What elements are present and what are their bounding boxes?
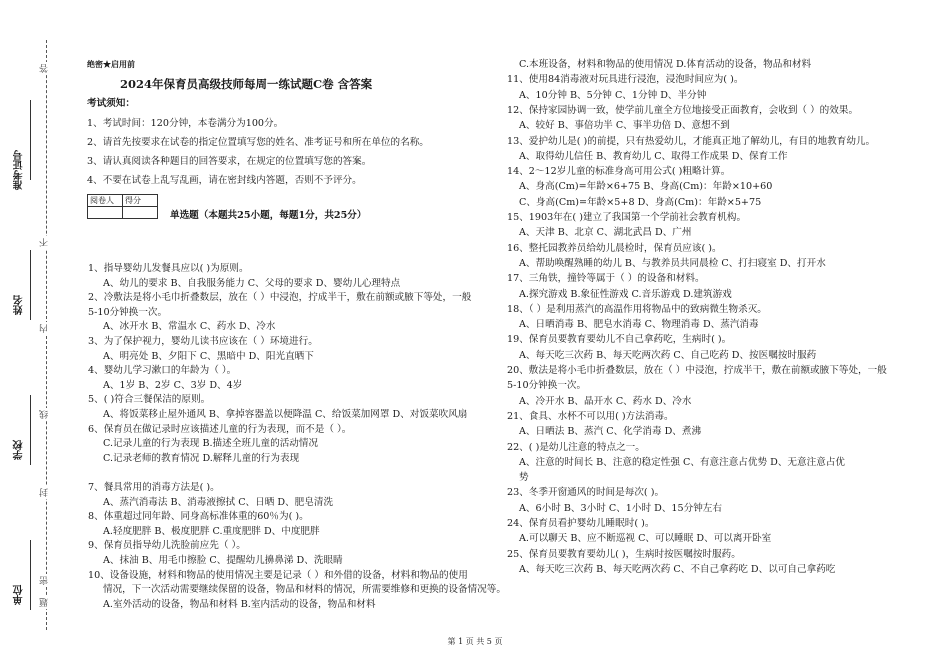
seal-char: 线 xyxy=(40,410,50,419)
question-line: A、蒸汽消毒法 B、消毒液擦拭 C、日晒 D、肥皂清洗 xyxy=(103,496,334,508)
question-line: 25、保育员要教育要幼儿( )，生病时按医嘱按时服药。 xyxy=(507,548,741,560)
question-line: 14、2～12岁儿童的标准身高可用公式( )粗略计算。 xyxy=(507,166,731,178)
question-line: A、帮助唤醒熟睡的幼儿 B、与教养员共同晨检 C、打扫寝室 D、打开水 xyxy=(519,257,826,269)
question-line: C.记录老师的教育情况 D.解释儿童的行为表现 xyxy=(103,452,300,464)
question-line: 11、使用84消毒液对玩具进行浸泡，浸泡时间应为( )。 xyxy=(507,74,744,86)
question-line: 13、爱护幼儿是( )的前提，只有热爱幼儿，才能真正地了解幼儿，有目的地教育幼儿。 xyxy=(507,135,876,147)
page-title: 2024年保育员高级技师每周一练试题C卷 含答案 xyxy=(120,77,373,91)
seal-char: 答 xyxy=(40,64,50,73)
question-line: 24、保育员看护婴幼儿睡眠时( )。 xyxy=(507,518,655,529)
grader-blank xyxy=(88,207,123,219)
question-line: 17、三角铁，撞铃等属于（ ）的设备和材料。 xyxy=(507,273,705,285)
question-line: A、将饭菜移止屋外通风 B、拿掉容器盖以便降温 C、给饭菜加网罩 D、对饭菜吹风扇 xyxy=(103,409,468,420)
unit-line xyxy=(30,540,31,610)
question-line: 20、敷法是将小毛巾折叠数层，放在（ ）中浸泡，拧成半干，敷在前额或腋下等处，一般 xyxy=(507,365,887,376)
question-line: A.可以聊天 B、应不断巡视 C、可以睡眠 D、可以离开卧室 xyxy=(519,533,772,545)
question-line: A、身高(Cm)=年龄×6+75 B、身高(Cm)：年龄×10+60 xyxy=(519,181,773,193)
question-line: A、日晒法 B、蒸汽 C、化学消毒 D、煮沸 xyxy=(519,426,702,438)
secret-label: 绝密★启用前 xyxy=(87,59,135,69)
question-line: A、天津 B、北京 C、湖北武昌 D、广州 xyxy=(519,227,692,239)
question-line: A、冰开水 B、常温水 C、药水 D、冷水 xyxy=(103,321,276,333)
seal-char: 内 xyxy=(40,324,50,333)
score-cell: 得分 xyxy=(123,195,158,207)
question-line: C.本班设备，材料和物品的使用情况 D.体育活动的设备，物品和材料 xyxy=(519,59,812,70)
question-line: 8、体重超过同年龄、同身高标准体重的60％为( )。 xyxy=(88,511,309,523)
notice-item: 4、不要在试卷上乱写乱画，请在密封线内答题，否则不予评分。 xyxy=(87,175,362,186)
section-heading: 单选题（本题共25小题，每题1分，共25分） xyxy=(170,210,367,221)
question-line: A、6小时 B、3小时 C、1小时 D、15分钟左右 xyxy=(519,502,722,514)
question-line: 7、餐具常用的消毒方法是( )。 xyxy=(88,482,220,493)
question-line: A、注意的时间长 B、注意的稳定性强 C、有意注意占优势 D、无意注意占优 xyxy=(519,456,845,468)
page-footer: 第 1 页 共 5 页 xyxy=(447,637,503,646)
question-line: A、幼儿的要求 B、自我服务能力 C、父母的要求 D、婴幼儿心理特点 xyxy=(103,277,401,289)
binding-margin xyxy=(0,0,62,671)
question-line: 15、1903年在( )建立了我国第一个学前社会教育机构。 xyxy=(507,212,747,223)
question-line: A、10分钟 B、5分钟 C、1分钟 D、半分钟 xyxy=(519,89,707,101)
exam-number-label: 准考证号 xyxy=(14,150,25,190)
school-line xyxy=(30,395,31,465)
name-label: 姓名 xyxy=(14,295,25,315)
question-line: 6、保育员在做记录时应该描述儿童的行为表现，而不是（ ）。 xyxy=(88,423,352,435)
score-blank xyxy=(123,207,158,219)
unit-label: 单位 xyxy=(14,585,25,605)
question-line: 18、（ ）是利用蒸汽的高温作用将物品中的致病微生物杀灭。 xyxy=(507,303,767,315)
question-line: 21、食具、水杯不可以用( )方法消毒。 xyxy=(507,410,674,422)
notice-item: 1、考试时间：120分钟，本卷满分为100分。 xyxy=(87,118,284,129)
question-line: 势 xyxy=(519,472,529,484)
question-line: A、取得幼儿信任 B、教育幼儿 C、取得工作成果 D、保育工作 xyxy=(519,150,788,162)
grader-cell: 阅卷人 xyxy=(88,195,123,207)
question-line: 22、( )是幼儿注意的特点之一。 xyxy=(507,441,645,453)
question-line: 2、冷敷法是将小毛巾折叠数层，放在（ ）中浸泡，拧成半干，敷在前额或腋下等处，一般 xyxy=(88,292,472,304)
question-line: A、明亮处 B、夕阳下 C、黑暗中 D、阳光直晒下 xyxy=(103,350,314,362)
score-table xyxy=(87,194,158,219)
question-line: 情况，下一次活动需要继续保留的设备，物品和材料的情况，所需要维修和更换的设备情况等。 xyxy=(103,584,506,596)
question-line: 23、冬季开窗通风的时间是每次( )。 xyxy=(507,487,665,499)
seal-char: 封 xyxy=(40,488,50,497)
question-line: 3、为了保护视力，婴幼儿读书应该在（ ）环境进行。 xyxy=(88,336,318,347)
school-label: 学校 xyxy=(14,440,25,460)
question-line: A、冷开水 B、晶开水 C、药水 D、冷水 xyxy=(519,395,692,407)
question-line: A、1岁 B、2岁 C、3岁 D、4岁 xyxy=(103,379,243,391)
notice-item: 3、请认真阅读各种题目的回答要求，在规定的位置填写您的答案。 xyxy=(87,156,372,167)
question-line: A.探究游戏 B.象征性游戏 C.音乐游戏 D.建筑游戏 xyxy=(519,288,732,300)
seal-dashed-line xyxy=(46,40,47,630)
question-line: 19、保育员要教育要幼儿不自己拿药吃，生病时( )。 xyxy=(507,334,732,346)
question-line: A、日晒消毒 B、肥皂水消毒 C、物理消毒 D、蒸汽消毒 xyxy=(519,319,759,331)
question-line: A、抹油 B、用毛巾擦脸 C、提醒幼儿擤鼻涕 D、洗眼睛 xyxy=(103,555,343,566)
question-line: C、身高(Cm)=年龄×5+8 D、身高(Cm)：年龄×5+75 xyxy=(519,196,762,208)
question-line: A、较好 B、事倍功半 C、事半功倍 D、意想不到 xyxy=(519,120,730,132)
question-line: 5-10分钟换一次。 xyxy=(88,306,168,318)
exam-number-line xyxy=(30,100,31,180)
question-line: 9、保育员指导幼儿洗脸前应先（ ）。 xyxy=(88,540,246,552)
seal-char: 不 xyxy=(40,238,50,247)
question-line: 4、婴幼儿学习漱口的年龄为（ ）。 xyxy=(88,365,237,377)
question-line: 16、整托园教养员给幼儿晨检时，保育员应该( )。 xyxy=(507,242,722,254)
question-line: A.室外活动的设备，物品和材料 B.室内活动的设备，物品和材料 xyxy=(103,598,376,610)
question-line: 5、( )符合三餐保洁的原则。 xyxy=(88,394,211,406)
notice-item: 2、请首先按要求在试卷的指定位置填写您的姓名、准考证号和所在单位的名称。 xyxy=(87,137,429,148)
seal-char: 密 xyxy=(40,576,50,585)
seal-char: 题 xyxy=(40,598,50,607)
question-line: 1、指导婴幼儿发餐具应以( )为原则。 xyxy=(88,263,249,274)
notice-heading: 考试须知： xyxy=(87,98,135,109)
question-line: C.记录儿童的行为表现 B.描述全班儿童的活动情况 xyxy=(103,438,319,450)
question-line: A、每天吃三次药 B、每天吃两次药 C、自己吃药 D、按医嘱按时服药 xyxy=(519,349,817,361)
question-line: A.轻度肥胖 B、极度肥胖 C.重度肥胖 D、中度肥胖 xyxy=(103,525,320,537)
question-line: 5-10分钟换一次。 xyxy=(507,380,587,392)
question-line: A、每天吃三次药 B、每天吃两次药 C、不自己拿药吃 D、以可自己拿药吃 xyxy=(519,563,836,575)
name-line xyxy=(30,250,31,320)
question-line: 12、保持家园协调一致，使学前儿童全方位地接受正面教育，会收到（ ）的效果。 xyxy=(507,104,859,116)
question-line: 10、设备设施，材料和物品的使用情况主要是记录（ ）和外借的设备，材料和物品的使用 xyxy=(88,569,468,581)
